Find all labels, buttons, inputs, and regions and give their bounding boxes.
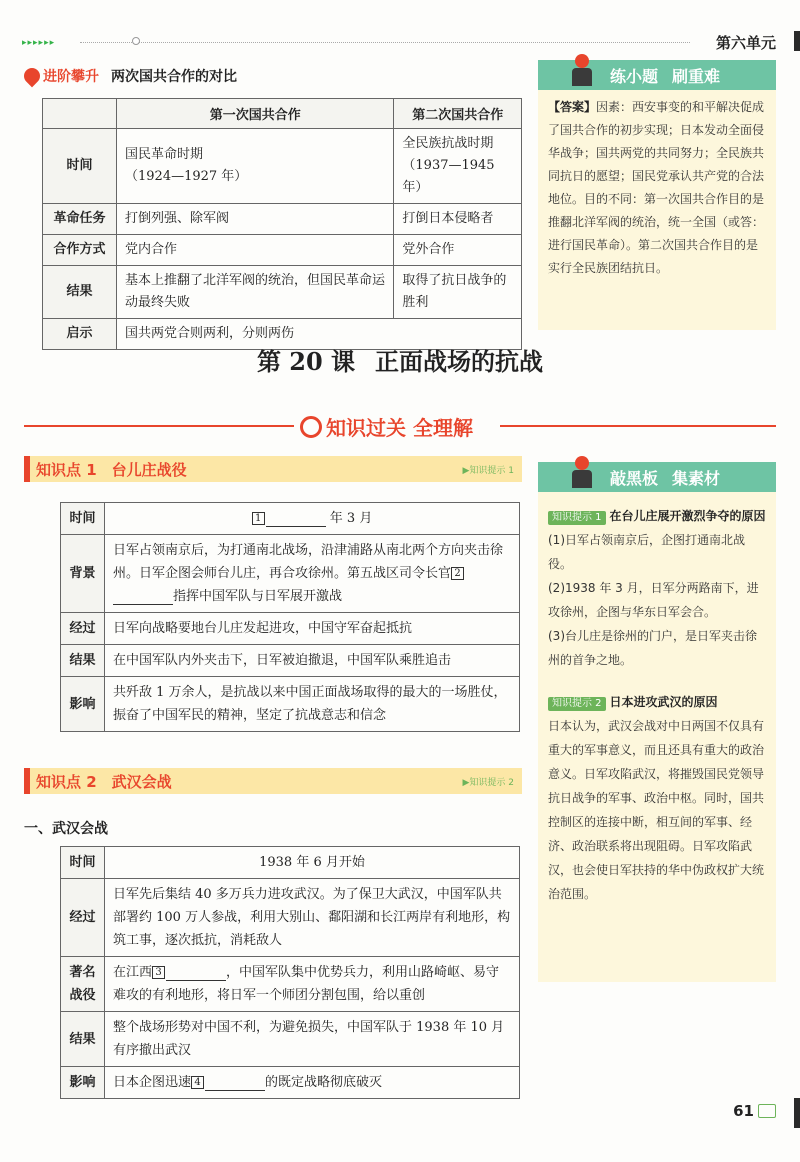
board-title: 敲黑板	[610, 468, 659, 488]
practice-answer	[538, 90, 776, 286]
tip-1	[548, 504, 766, 672]
subheading: 一、武汉会战	[24, 821, 108, 837]
lesson-title	[0, 342, 800, 377]
blank-number: 2	[451, 567, 464, 580]
row-label: 结果	[43, 266, 117, 319]
blank-number: 1	[252, 512, 265, 525]
knowledge-hint: ▶知识提示 1	[462, 465, 514, 476]
tip-text: 日本认为，武汉会战对中日两国不仅具有重大的军事意义，而且还具有重大的政治意义。日军攻陷武汉，将摧毁国民党领导抗日战争的军事、政治中枢。同时，国共控制区的连接中断，相互间的军事、经济、政治联系将出现阻碍。日军攻陷武汉，也会使日军扶持的华中伪政权扩大统治范围。	[548, 719, 765, 901]
tip-item: (2)1938 年 3 月，日军分两路南下，进攻徐州，企图与华东日军会合。	[548, 581, 759, 619]
cell-text: 的既定战略彻底破灭	[265, 1075, 383, 1090]
blank-number: 4	[191, 1076, 204, 1089]
page-edge-mark	[794, 1098, 800, 1128]
board-body	[538, 492, 776, 936]
section-title	[300, 412, 473, 441]
table-row	[61, 503, 520, 535]
student-icon	[566, 54, 596, 90]
header-arrows: ▸▸▸▸▸▸	[22, 38, 56, 48]
teacher-icon	[566, 456, 596, 492]
cell-text: 日军占领南京后，为打通南北战场，沿津浦路从南北两个方向夹击徐州。日军企图会师台儿庄，再合攻徐州。第五战区司令长官	[113, 543, 504, 581]
board-header	[538, 462, 776, 492]
row-label: 经过	[61, 613, 105, 645]
swirl-icon	[300, 416, 322, 438]
row-label	[61, 957, 105, 1012]
table-cell: 1938 年 6 月开始	[105, 847, 520, 879]
table-cell: 在中国军队内外夹击下，日军被迫撤退，中国军队乘胜追击	[105, 645, 520, 677]
tip-2	[548, 690, 766, 906]
unit-bar	[794, 31, 800, 51]
table-row	[61, 847, 520, 879]
cell-line: （1937—1945 年）	[402, 158, 495, 195]
answer-text: 因素：西安事变的和平解决促成了国共合作的初步实现；日本发动全面侵华战争；国共两党的共同努力；全民族共同抗日的愿望；国民党承认共产党的合法地位。目的不同：第一次国共合作目的是推翻北洋军阀的统治，统一全国（或答：进行国民革命）。第二次国共合作目的是实行全民族团结抗日。	[548, 100, 765, 275]
row-label: 时间	[61, 503, 105, 535]
table-cell: 共歼敌 1 万余人，是抗战以来中国正面战场取得的最大的一场胜仗，振奋了中国军民的精神，坚定了抗战意志和信念	[105, 677, 520, 732]
book-icon	[758, 1104, 776, 1118]
knowledge-hint: ▶知识提示 2	[462, 777, 514, 788]
table-cell: 整个战场形势对中国不利，为避免损失，中国军队于 1938 年 10 月有序撤出武汉	[105, 1012, 520, 1067]
table-row	[61, 879, 520, 957]
table-row	[61, 957, 520, 1012]
table-row	[43, 129, 522, 204]
corner-cell	[43, 99, 117, 129]
advanced-badge-label: 进阶攀升	[43, 69, 99, 85]
tip-item: (1)日军占领南京后，企图打通南北战役。	[548, 533, 745, 571]
fill-blank[interactable]	[205, 1075, 265, 1091]
table-cell	[105, 503, 520, 535]
practice-title: 练小题	[610, 66, 659, 86]
blank-number: 3	[152, 966, 165, 979]
lesson-name: 正面战场的抗战	[375, 347, 544, 376]
practice-box	[538, 60, 776, 330]
knowledge-point-title: 知识点 2 武汉会战	[36, 772, 172, 791]
cell-line: 国民革命时期	[125, 147, 204, 162]
cell-text: ，中国军队集中优势兵力，利用山路崎岖、易守难攻的有利地形，将日军一个师团分割包围，给以重创	[113, 965, 500, 1003]
taierzhuang-table	[60, 502, 520, 732]
knowledge-point-1-header	[24, 456, 522, 482]
practice-subtitle: 刷重难	[672, 66, 721, 86]
practice-header	[538, 60, 776, 90]
cell-text: 日本企图迅速	[113, 1075, 192, 1090]
table-row	[61, 1067, 520, 1099]
table-cell: 国共两党合则两利，分则两伤	[117, 319, 522, 350]
section-rule-right	[500, 425, 776, 427]
table-cell	[394, 129, 522, 204]
header-circle	[132, 37, 140, 45]
table-row	[61, 677, 520, 732]
header-rule	[80, 42, 690, 43]
table-cell	[105, 1067, 520, 1099]
table-cell: 党内合作	[117, 235, 394, 266]
table-cell: 党外合作	[394, 235, 522, 266]
page-number-text: 61	[733, 1102, 754, 1120]
column-header: 第二次国共合作	[394, 99, 522, 129]
column-header: 第一次国共合作	[117, 99, 394, 129]
row-label: 背景	[61, 535, 105, 613]
table-cell: 日军先后集结 40 多万兵力进攻武汉。为了保卫大武汉，中国军队共部署约 100 万人参战，利用大别山、鄱阳湖和长江两岸有利地形，构筑工事，逐次抵抗，消耗敌人	[105, 879, 520, 957]
cell-line: （1924—1927 年）	[125, 169, 248, 184]
page-number	[733, 1102, 776, 1120]
table-row	[43, 204, 522, 235]
row-label: 启示	[43, 319, 117, 350]
answer-tag: 【答案】	[548, 100, 597, 114]
knowledge-point-2-header	[24, 768, 522, 794]
table-cell	[117, 129, 394, 204]
row-label: 结果	[61, 1012, 105, 1067]
fill-blank[interactable]	[266, 511, 326, 527]
lesson-number: 第 20 课	[256, 347, 356, 376]
table-cell: 日军向战略要地台儿庄发起进攻，中国守军奋起抵抗	[105, 613, 520, 645]
table-cell	[105, 957, 520, 1012]
tip-tag: 知识提示 1	[548, 511, 606, 525]
advanced-title: 两次国共合作的对比	[111, 69, 237, 85]
row-label: 时间	[43, 129, 117, 204]
tip-item: (3)台儿庄是徐州的门户，是日军夹击徐州的首争之地。	[548, 629, 757, 667]
cell-text: 在江西	[113, 965, 153, 980]
advanced-header	[24, 66, 237, 86]
table-cell: 打倒日本侵略者	[394, 204, 522, 235]
table-cell: 基本上推翻了北洋军阀的统治，但国民革命运动最终失败	[117, 266, 394, 319]
table-row	[61, 613, 520, 645]
table-row	[61, 645, 520, 677]
table-row	[43, 266, 522, 319]
table-cell: 打倒列强、除军阀	[117, 204, 394, 235]
row-label: 革命任务	[43, 204, 117, 235]
cell-line: 全民族抗战时期	[402, 136, 494, 151]
row-label-line: 战役	[69, 988, 96, 1003]
knowledge-point-title: 知识点 1 台儿庄战役	[36, 460, 187, 479]
table-row	[43, 235, 522, 266]
section-rule-left	[24, 425, 294, 427]
pin-icon	[21, 65, 44, 88]
section-title-text: 知识过关 全理解	[326, 416, 473, 440]
comparison-table	[42, 98, 522, 350]
row-label: 影响	[61, 1067, 105, 1099]
row-label: 合作方式	[43, 235, 117, 266]
fill-blank[interactable]	[113, 589, 173, 605]
table-row	[61, 535, 520, 613]
cell-text: 年 3 月	[329, 511, 373, 526]
advanced-badge	[24, 66, 99, 86]
table-row	[61, 1012, 520, 1067]
board-subtitle: 集素材	[672, 468, 721, 488]
row-label-line: 著名	[69, 965, 96, 980]
fill-blank[interactable]	[166, 965, 226, 981]
row-label: 结果	[61, 645, 105, 677]
row-label: 影响	[61, 677, 105, 732]
table-header-row	[43, 99, 522, 129]
row-label: 时间	[61, 847, 105, 879]
board-box	[538, 462, 776, 982]
tip-tag: 知识提示 2	[548, 697, 606, 711]
tip-title: 在台儿庄展开激烈争夺的原因	[609, 509, 766, 523]
row-label: 经过	[61, 879, 105, 957]
table-cell: 取得了抗日战争的胜利	[394, 266, 522, 319]
tip-title: 日本进攻武汉的原因	[609, 695, 718, 709]
cell-text: 指挥中国军队与日军展开激战	[173, 589, 343, 604]
table-cell	[105, 535, 520, 613]
wuhan-table	[60, 846, 520, 1099]
unit-title: 第六单元	[715, 34, 776, 52]
